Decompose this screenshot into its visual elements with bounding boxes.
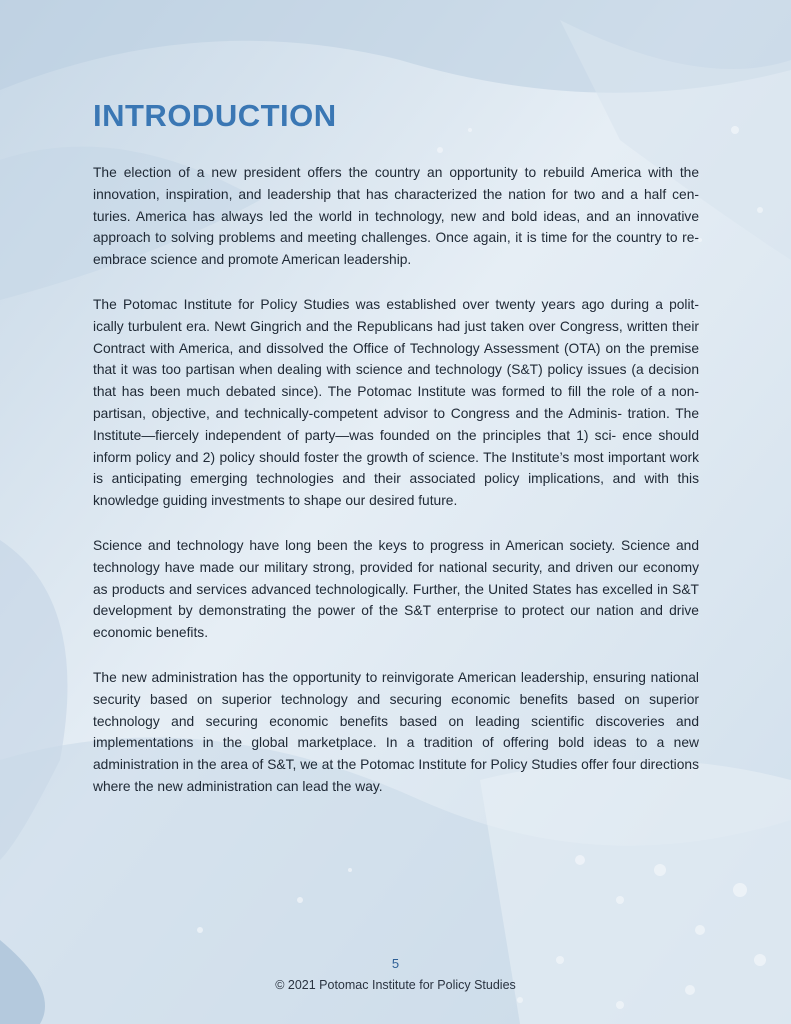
paragraph-3: Science and technology have long been the keys to progress in American society. Science and technology have made our military strong, provided for national security, and driven our economy as products and services advanced technologically. Further, the United States has excelled in S&T development by demonstrating the power of the S&T enterprise to protect our nation and drive economic benefits. (93, 537, 699, 641)
page-title: INTRODUCTION (93, 98, 337, 133)
paragraph-1: The election of a new president offers the country an opportunity to rebuild America with the innovation, inspiration, and leadership that has characterized the nation for two and a half cen- turies. America has always led the world in technology, new and bold ideas, and an innovative approach to solving problems and meeting challenges. Once again, it is time for the country to re-embrace science and promote American leadership. (93, 165, 699, 268)
copyright-notice: © 2021 Potomac Institute for Policy Studies (275, 978, 516, 992)
paragraph-2: The Potomac Institute for Policy Studies was established over twenty years ago during a polit- ically turbulent era. Newt Gingrich and the Republicans had just taken over Congress, written their Contract with America, and dissolved the Office of Technology Assessment (OTA) on the premise that it was too partisan when dealing with science and technology (S&T) policy issues (a decision that has been much debated since). The Potomac Institute was formed to fill the role of a non-partisan, objective, and technically-competent advisor to Congress and the Adminis- tration. The Institute—fiercely independent of party—was founded on the principles that 1) sci- ence should inform policy and 2) policy should foster the growth of science. The Institute’s most important work is anticipating emerging technologies and their associated policy implications, and with this knowledge guiding investments to shape our desired future. (93, 296, 699, 509)
introduction-section (93, 96, 699, 821)
paragraph-4: The new administration has the opportunity to reinvigorate American leadership, ensuring national security based on superior technology and securing economic benefits based on superior technology and securing economic benefits based on leading scientific discoveries and implementations in the global marketplace. In a tradition of offering bold ideas to a new administration in the area of S&T, we at the Potomac Institute for Policy Studies offer four directions where the new administration can lead the way. (93, 669, 699, 794)
page-number: 5 (391, 956, 400, 971)
